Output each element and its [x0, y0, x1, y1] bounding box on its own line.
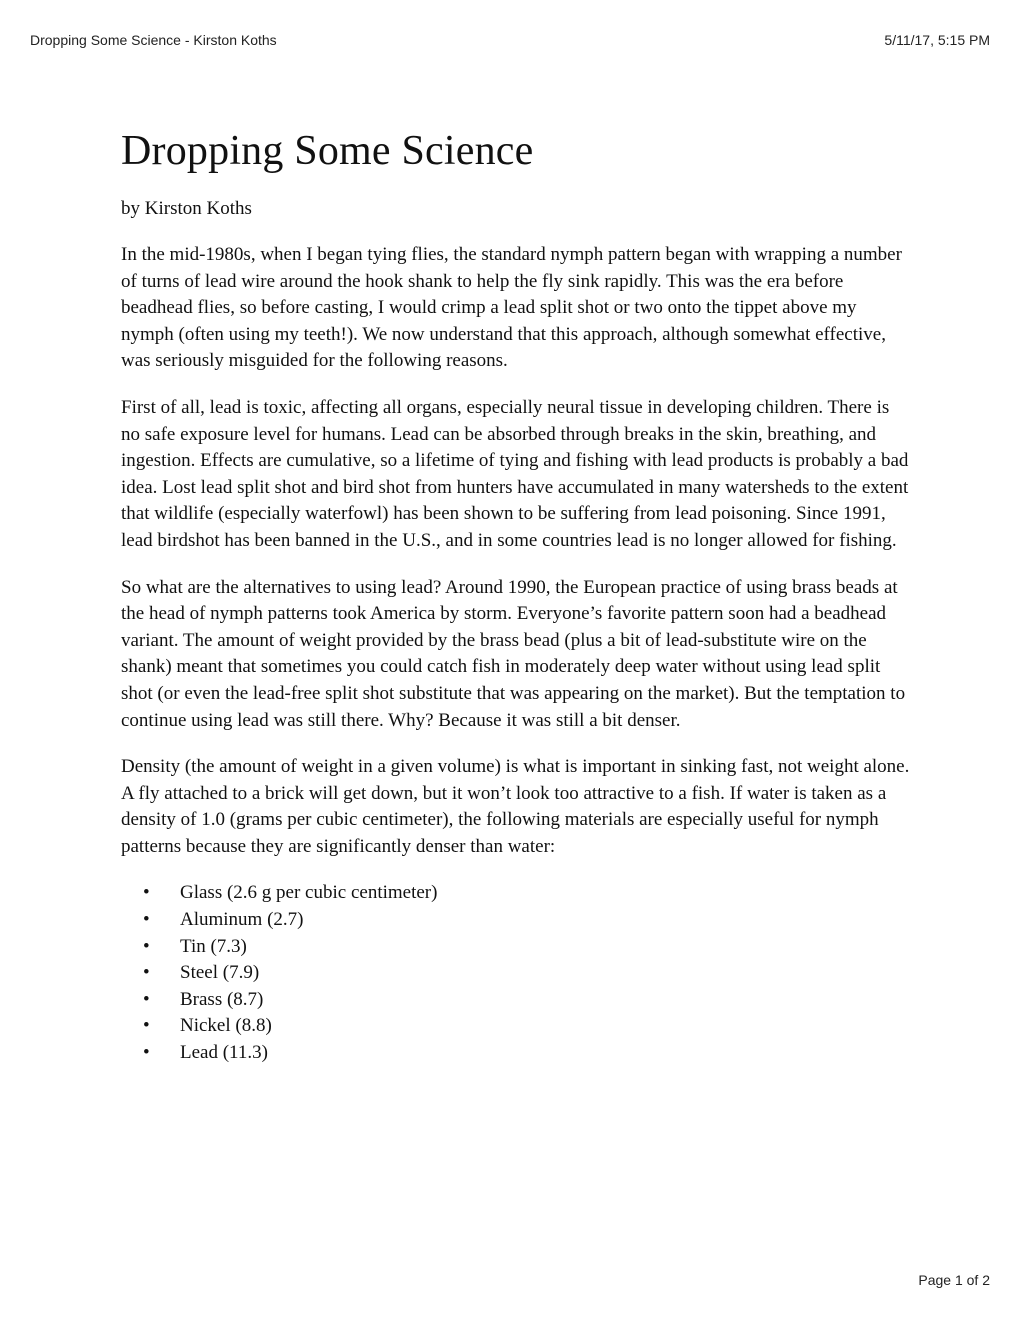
print-datetime: 5/11/17, 5:15 PM [884, 32, 990, 48]
list-item [121, 1013, 911, 1040]
list-item-text: Tin (7.3) [180, 935, 247, 957]
list-item-text: Glass (2.6 g per cubic centimeter) [180, 882, 438, 904]
bullet-icon: • [143, 909, 150, 931]
bullet-icon: • [143, 988, 150, 1010]
list-item-text: Brass (8.7) [180, 988, 264, 1010]
density-list [121, 880, 911, 1066]
list-item [121, 960, 911, 987]
page-title-header: Dropping Some Science - Kirston Koths [30, 32, 277, 48]
bullet-icon: • [143, 935, 150, 957]
list-item-text: Nickel (8.8) [180, 1015, 272, 1037]
article-byline: by Kirston Koths [121, 198, 252, 219]
page-number: Page 1 of 2 [918, 1272, 990, 1288]
list-item [121, 987, 911, 1014]
list-item-text: Steel (7.9) [180, 962, 260, 984]
list-item [121, 880, 911, 907]
paragraph-3: So what are the alternatives to using lead? Around 1990, the European practice of using brass beads at the head of nymph patterns took America by storm. Everyone’s favorite pattern soon had a beadhead variant. The amount of weight provided by the brass bead (plus a bit of lead-substitute wire on the shank) meant that sometimes you could catch fish in moderately deep water without using lead split shot (or even the lead-free split shot substitute that was appearing on the market). But the temptation to continue using lead was still there. Why? Because it was still a bit denser. [121, 576, 906, 731]
bullet-icon: • [143, 882, 150, 904]
list-item-text: Aluminum (2.7) [180, 909, 304, 931]
paragraph-1: In the mid-1980s, when I began tying flies, the standard nymph pattern began with wrapping a number of turns of lead wire around the hook shank to help the fly sink rapidly. This was the era before beadhead flies, so before casting, I would crimp a lead split shot or two onto the tippet above my nymph (often using my teeth!). We now understand that this approach, although somewhat effective, was seriously misguided for the following reasons. [121, 244, 902, 372]
list-item-text: Lead (11.3) [180, 1042, 268, 1064]
print-header [30, 32, 990, 52]
article [121, 124, 911, 1067]
paragraph-4: Density (the amount of weight in a given volume) is what is important in sinking fast, not weight alone. A fly attached to a brick will get down, but it won’t look too attractive to a fish. If water is taken as a density of 1.0 (grams per cubic centimeter), the following materials are especially useful for nymph patterns because they are significantly denser than water: [121, 756, 910, 857]
list-item [121, 907, 911, 934]
article-title: Dropping Some Science [121, 128, 534, 174]
list-item [121, 934, 911, 961]
bullet-icon: • [143, 1042, 150, 1064]
list-item [121, 1040, 911, 1067]
bullet-icon: • [143, 962, 150, 984]
paragraph-2: First of all, lead is toxic, affecting all organs, especially neural tissue in developing children. There is no safe exposure level for humans. Lead can be absorbed through breaks in the skin, breathing, and ingestion. Effects are cumulative, so a lifetime of tying and fishing with lead products is probably a bad idea. Lost lead split shot and bird shot from hunters have accumulated in many watersheds to the extent that wildlife (especially waterfowl) has been shown to be suffering from lead poisoning. Since 1991, lead birdshot has been banned in the U.S., and in some countries lead is no longer allowed for fishing. [121, 396, 909, 551]
bullet-icon: • [143, 1015, 150, 1037]
